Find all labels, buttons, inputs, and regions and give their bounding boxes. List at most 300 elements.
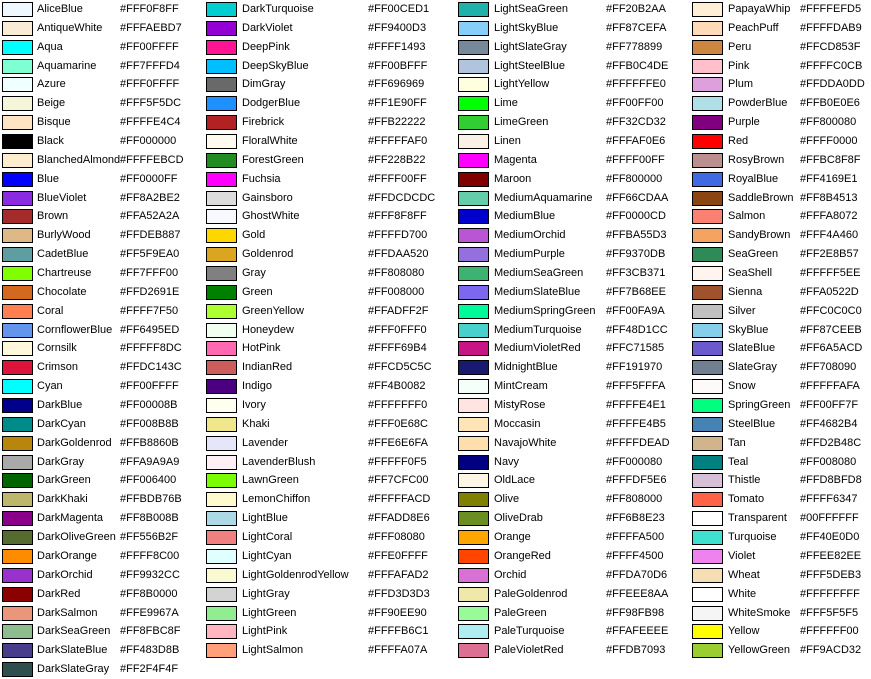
color-swatch: [692, 266, 723, 281]
color-swatch: [692, 379, 723, 394]
color-row: [458, 641, 690, 660]
color-row: [206, 283, 456, 302]
color-swatch: [458, 587, 489, 602]
color-hex-label: #FF3CB371: [606, 267, 666, 280]
color-swatch: [458, 2, 489, 17]
color-row: [206, 151, 456, 170]
color-row: [206, 453, 456, 472]
color-row: [2, 0, 204, 19]
color-hex-label: #FFF4A460: [800, 229, 859, 242]
color-name-label: DarkOliveGreen: [37, 531, 116, 544]
color-hex-label: #FFFFA500: [606, 531, 665, 544]
color-hex-label: #FF8B4513: [800, 191, 858, 204]
color-swatch: [458, 266, 489, 281]
color-name-label: Green: [242, 285, 273, 298]
color-hex-label: #FFFFB6C1: [368, 625, 429, 638]
color-row: [458, 283, 690, 302]
color-hex-label: #FFFA8072: [800, 210, 858, 223]
color-hex-label: #FFFFA07A: [368, 644, 428, 657]
color-hex-label: #FF66CDAA: [606, 191, 669, 204]
color-hex-label: #FF6A5ACD: [800, 342, 863, 355]
color-swatch: [206, 530, 237, 545]
color-hex-label: #FF87CEFA: [606, 21, 667, 34]
color-swatch: [692, 398, 723, 413]
color-swatch: [458, 455, 489, 470]
color-row: [2, 490, 204, 509]
color-row: [206, 585, 456, 604]
color-swatch: [2, 455, 33, 470]
color-swatch: [2, 40, 33, 55]
color-hex-label: #FF00FA9A: [606, 304, 665, 317]
color-hex-label: #FFB8860B: [120, 436, 179, 449]
color-name-label: AntiqueWhite: [37, 21, 103, 34]
color-row: [458, 453, 690, 472]
color-hex-label: #FF8A2BE2: [120, 191, 180, 204]
color-name-label: BurlyWood: [37, 229, 91, 242]
color-name-label: LightSeaGreen: [494, 3, 568, 15]
color-name-label: Brown: [37, 210, 69, 223]
color-swatch: [2, 266, 33, 281]
color-name-label: Bisque: [37, 116, 71, 129]
color-name-label: Goldenrod: [242, 248, 294, 261]
color-hex-label: #FFFFE4E1: [606, 399, 666, 412]
color-hex-label: #FFFF1493: [368, 40, 426, 53]
color-name-label: OldLace: [494, 474, 535, 487]
color-swatch: [2, 247, 33, 262]
color-swatch: [206, 492, 237, 507]
color-hex-label: #FFF5F5DC: [120, 97, 182, 110]
color-swatch: [692, 77, 723, 92]
color-swatch: [458, 530, 489, 545]
color-name-label: SandyBrown: [728, 229, 791, 242]
color-row: [2, 434, 204, 453]
color-hex-label: #FFFFC0CB: [800, 59, 863, 72]
color-row: [458, 170, 690, 189]
color-name-label: DimGray: [242, 78, 286, 91]
color-swatch: [2, 153, 33, 168]
color-row: [458, 0, 690, 19]
color-swatch: [458, 323, 489, 338]
color-hex-label: #FF808000: [606, 493, 663, 506]
color-hex-label: #FFB0C4DE: [606, 59, 669, 72]
color-hex-label: #FFA9A9A9: [120, 455, 180, 468]
color-hex-label: #FF7FFF00: [120, 267, 179, 280]
color-hex-label: #FF00BFFF: [368, 59, 428, 72]
color-hex-label: #FF00FFFF: [120, 380, 179, 393]
color-hex-label: #FFFAFAD2: [368, 568, 429, 581]
color-hex-label: #FFEE82EE: [800, 549, 862, 562]
color-hex-label: #FF48D1CC: [606, 323, 668, 336]
color-swatch: [2, 662, 33, 677]
color-swatch: [692, 417, 723, 432]
color-swatch: [458, 436, 489, 451]
color-column-2: [206, 0, 456, 679]
color-swatch: [692, 587, 723, 602]
color-hex-label: #FF483D8B: [120, 644, 180, 657]
color-name-label: Crimson: [37, 361, 78, 374]
color-name-label: MintCream: [494, 380, 548, 393]
color-row: [692, 509, 870, 528]
color-hex-label: #FF00FFFF: [120, 40, 179, 53]
color-row: [692, 622, 870, 641]
color-swatch: [206, 360, 237, 375]
color-hex-label: #FFF0E68C: [368, 417, 428, 430]
color-hex-label: #FFFFF5EE: [800, 267, 861, 280]
color-swatch: [2, 492, 33, 507]
color-row: [458, 585, 690, 604]
color-row: [692, 471, 870, 490]
color-name-label: SteelBlue: [728, 417, 776, 430]
color-swatch: [692, 40, 723, 55]
color-hex-label: #FF00FF7F: [800, 399, 859, 412]
color-swatch: [206, 2, 237, 17]
color-hex-label: #FF000000: [120, 135, 177, 148]
color-name-label: DarkGoldenrod: [37, 436, 112, 449]
color-name-label: DarkGray: [37, 455, 85, 468]
color-name-label: Ivory: [242, 399, 266, 412]
color-hex-label: #FFF5FFFA: [606, 380, 666, 393]
color-row: [692, 75, 870, 94]
color-name-label: LightGreen: [242, 606, 297, 619]
color-swatch: [206, 266, 237, 281]
color-hex-label: #FF4169E1: [800, 172, 858, 185]
color-row: [458, 415, 690, 434]
color-row: [206, 170, 456, 189]
color-name-label: BlanchedAlmond: [37, 153, 121, 166]
color-name-label: DodgerBlue: [242, 97, 301, 110]
color-row: [2, 339, 204, 358]
color-name-label: DarkSalmon: [37, 606, 98, 619]
color-name-label: Transparent: [728, 512, 787, 525]
color-swatch: [692, 21, 723, 36]
color-name-label: Olive: [494, 493, 520, 506]
color-name-label: MediumOrchid: [494, 229, 566, 242]
color-name-label: LemonChiffon: [242, 493, 311, 506]
color-name-label: PaleGoldenrod: [494, 587, 568, 600]
color-column-3: [458, 0, 690, 679]
color-hex-label: #FF00008B: [120, 399, 178, 412]
color-swatch: [692, 96, 723, 111]
color-swatch: [458, 549, 489, 564]
color-swatch: [206, 247, 237, 262]
color-swatch: [692, 530, 723, 545]
color-hex-label: #FFF0FFF0: [368, 323, 427, 336]
color-row: [2, 604, 204, 623]
color-row: [458, 377, 690, 396]
color-row: [458, 75, 690, 94]
color-name-label: OliveDrab: [494, 512, 543, 525]
color-hex-label: #FF20B2AA: [606, 3, 666, 15]
color-swatch: [458, 285, 489, 300]
color-name-label: DarkBlue: [37, 399, 83, 412]
color-swatch: [206, 40, 237, 55]
color-name-label: PaleGreen: [494, 606, 547, 619]
color-swatch: [206, 473, 237, 488]
color-hex-label: #FFFF8C00: [120, 549, 180, 562]
color-hex-label: #FFE9967A: [120, 606, 179, 619]
color-swatch: [206, 606, 237, 621]
color-name-label: SeaGreen: [728, 248, 779, 261]
color-row: [2, 321, 204, 340]
color-hex-label: #FFDB7093: [606, 644, 666, 657]
color-swatch: [206, 455, 237, 470]
color-swatch: [458, 417, 489, 432]
color-name-label: Moccasin: [494, 417, 541, 430]
color-hex-label: #FFF8F8FF: [368, 210, 427, 223]
color-swatch: [2, 209, 33, 224]
color-row: [206, 396, 456, 415]
color-row: [692, 528, 870, 547]
color-name-label: LawnGreen: [242, 474, 299, 487]
color-hex-label: #FF800080: [800, 116, 857, 129]
color-hex-label: #FF00FF00: [606, 97, 664, 110]
color-name-label: Fuchsia: [242, 172, 281, 185]
color-name-label: SkyBlue: [728, 323, 769, 336]
color-name-label: DarkSlateGray: [37, 663, 110, 676]
color-hex-label: #FF4B0082: [368, 380, 426, 393]
color-hex-label: #FFFFFFE0: [606, 78, 666, 91]
color-hex-label: #00FFFFFF: [800, 512, 859, 525]
color-name-label: Aqua: [37, 40, 63, 53]
color-row: [2, 113, 204, 132]
color-swatch: [2, 59, 33, 74]
color-name-label: PapayaWhip: [728, 3, 791, 15]
color-name-label: DarkMagenta: [37, 512, 104, 525]
color-name-label: IndianRed: [242, 361, 293, 374]
color-hex-label: #FFFF6347: [800, 493, 858, 506]
color-swatch: [206, 285, 237, 300]
color-name-label: LightSteelBlue: [494, 59, 565, 72]
color-row: [458, 19, 690, 38]
color-row: [2, 283, 204, 302]
color-row: [692, 151, 870, 170]
color-row: [206, 226, 456, 245]
color-hex-label: #FFEEE8AA: [606, 587, 669, 600]
color-name-label: Plum: [728, 78, 754, 91]
color-swatch: [458, 643, 489, 658]
color-name-label: LightYellow: [494, 78, 550, 91]
color-swatch: [206, 228, 237, 243]
color-row: [2, 57, 204, 76]
color-row: [206, 566, 456, 585]
color-name-label: LightGray: [242, 587, 290, 600]
color-row: [692, 302, 870, 321]
color-swatch: [458, 228, 489, 243]
color-swatch: [206, 59, 237, 74]
color-name-label: Navy: [494, 455, 520, 468]
color-name-label: Red: [728, 135, 749, 148]
color-name-label: Coral: [37, 304, 64, 317]
color-row: [692, 132, 870, 151]
color-hex-label: #FF5F9EA0: [120, 248, 180, 261]
color-row: [458, 207, 690, 226]
color-swatch: [458, 341, 489, 356]
color-swatch: [2, 606, 33, 621]
color-row: [692, 94, 870, 113]
color-swatch: [692, 606, 723, 621]
color-swatch: [692, 436, 723, 451]
color-name-label: LightCoral: [242, 531, 293, 544]
color-row: [206, 358, 456, 377]
color-name-label: LightSalmon: [242, 644, 304, 657]
color-name-label: BlueViolet: [37, 191, 87, 204]
color-swatch: [692, 304, 723, 319]
color-hex-label: #FF4682B4: [800, 417, 858, 430]
color-row: [692, 604, 870, 623]
color-name-label: RoyalBlue: [728, 172, 779, 185]
color-hex-label: #FF2E8B57: [800, 248, 859, 261]
color-swatch: [2, 511, 33, 526]
color-name-label: Pink: [728, 59, 750, 72]
color-swatch: [692, 153, 723, 168]
color-row: [206, 75, 456, 94]
color-row: [2, 453, 204, 472]
color-row: [692, 170, 870, 189]
color-name-label: RosyBrown: [728, 153, 785, 166]
color-name-label: Maroon: [494, 172, 532, 185]
color-swatch: [692, 568, 723, 583]
color-row: [2, 75, 204, 94]
color-swatch: [458, 304, 489, 319]
color-row: [2, 660, 204, 679]
color-swatch: [206, 511, 237, 526]
color-swatch: [2, 341, 33, 356]
color-name-label: Orange: [494, 531, 531, 544]
color-name-label: HotPink: [242, 342, 281, 355]
color-hex-label: #FFDAA520: [368, 248, 429, 261]
color-name-label: Indigo: [242, 380, 272, 393]
color-hex-label: #FFFFFF00: [800, 625, 859, 638]
color-row: [206, 189, 456, 208]
color-row: [458, 604, 690, 623]
color-column-1: [2, 0, 204, 679]
color-row: [2, 358, 204, 377]
color-name-label: DarkTurquoise: [242, 3, 314, 15]
color-swatch: [2, 134, 33, 149]
color-hex-label: #FFE6E6FA: [368, 436, 428, 449]
color-hex-label: #FF0000FF: [120, 172, 178, 185]
color-row: [206, 245, 456, 264]
color-name-label: MistyRose: [494, 399, 546, 412]
color-row: [458, 264, 690, 283]
color-name-label: LightPink: [242, 625, 288, 638]
color-name-label: Tan: [728, 436, 746, 449]
color-row: [692, 641, 870, 660]
color-hex-label: #FFFFF0F5: [368, 455, 427, 468]
color-swatch: [206, 153, 237, 168]
color-row: [458, 339, 690, 358]
color-swatch: [458, 21, 489, 36]
color-swatch: [692, 115, 723, 130]
color-row: [692, 19, 870, 38]
color-hex-label: #FFFFE4B5: [606, 417, 666, 430]
color-swatch: [2, 21, 33, 36]
color-name-label: ForestGreen: [242, 153, 304, 166]
color-row: [206, 490, 456, 509]
color-name-label: Gold: [242, 229, 266, 242]
color-row: [206, 604, 456, 623]
color-name-label: LightCyan: [242, 549, 292, 562]
color-hex-label: #FFA0522D: [800, 285, 859, 298]
color-hex-label: #FFFF69B4: [368, 342, 427, 355]
color-hex-label: #FFFFFFF0: [368, 399, 428, 412]
color-hex-label: #FFDCDCDC: [368, 191, 436, 204]
color-hex-label: #FFF5DEB3: [800, 568, 862, 581]
color-swatch: [458, 247, 489, 262]
color-swatch: [206, 191, 237, 206]
color-row: [692, 396, 870, 415]
color-name-label: SeaShell: [728, 267, 773, 280]
color-swatch: [2, 360, 33, 375]
color-name-label: Honeydew: [242, 323, 294, 336]
color-name-label: Snow: [728, 380, 756, 393]
color-name-label: MediumAquamarine: [494, 191, 593, 204]
color-hex-label: #FF8FBC8F: [120, 625, 181, 638]
color-name-label: MediumPurple: [494, 248, 565, 261]
color-name-label: Teal: [728, 455, 749, 468]
color-name-label: GreenYellow: [242, 304, 304, 317]
color-name-label: Violet: [728, 549, 756, 562]
color-hex-label: #FF40E0D0: [800, 531, 860, 544]
color-swatch: [2, 398, 33, 413]
color-hex-label: #FF7FFFD4: [120, 59, 180, 72]
color-name-label: MidnightBlue: [494, 361, 558, 374]
color-hex-label: #FFD8BFD8: [800, 474, 862, 487]
color-hex-label: #FFFF00FF: [606, 153, 665, 166]
color-swatch: [206, 587, 237, 602]
color-hex-label: #FF8B008B: [120, 512, 179, 525]
color-hex-label: #FFAFEEEE: [606, 625, 669, 638]
color-row: [458, 151, 690, 170]
color-hex-label: #FFFFEFD5: [800, 3, 862, 15]
color-name-label: MediumTurquoise: [494, 323, 582, 336]
color-name-label: YellowGreen: [728, 644, 790, 657]
color-hex-label: #FFBC8F8F: [800, 153, 861, 166]
color-hex-label: #FFFFEBCD: [120, 153, 184, 166]
color-row: [2, 547, 204, 566]
color-name-label: Peru: [728, 40, 752, 53]
color-name-label: Cyan: [37, 380, 63, 393]
color-row: [2, 132, 204, 151]
color-name-label: Firebrick: [242, 116, 285, 129]
color-name-label: DarkOrange: [37, 549, 97, 562]
color-swatch: [692, 492, 723, 507]
color-swatch: [206, 323, 237, 338]
color-hex-label: #FFDDA0DD: [800, 78, 865, 91]
color-name-label: LimeGreen: [494, 116, 549, 129]
color-hex-label: #FFF5F5F5: [800, 606, 859, 619]
color-row: [206, 622, 456, 641]
color-row: [458, 94, 690, 113]
color-hex-label: #FFB0E0E6: [800, 97, 860, 110]
color-swatch: [458, 379, 489, 394]
color-name-label: Lime: [494, 97, 518, 110]
color-hex-label: #FFC71585: [606, 342, 665, 355]
color-hex-label: #FF000080: [606, 455, 663, 468]
color-hex-label: #FFD2B48C: [800, 436, 862, 449]
color-row: [692, 358, 870, 377]
color-name-label: Orchid: [494, 568, 527, 581]
color-name-label: Purple: [728, 116, 760, 129]
color-row: [458, 132, 690, 151]
color-swatch: [2, 191, 33, 206]
color-hex-label: #FFFF7F50: [120, 304, 179, 317]
color-swatch: [692, 247, 723, 262]
color-hex-label: #FF9ACD32: [800, 644, 862, 657]
color-hex-label: #FFD3D3D3: [368, 587, 430, 600]
color-name-label: MediumSeaGreen: [494, 267, 584, 280]
color-hex-label: #FFFF00FF: [368, 172, 427, 185]
